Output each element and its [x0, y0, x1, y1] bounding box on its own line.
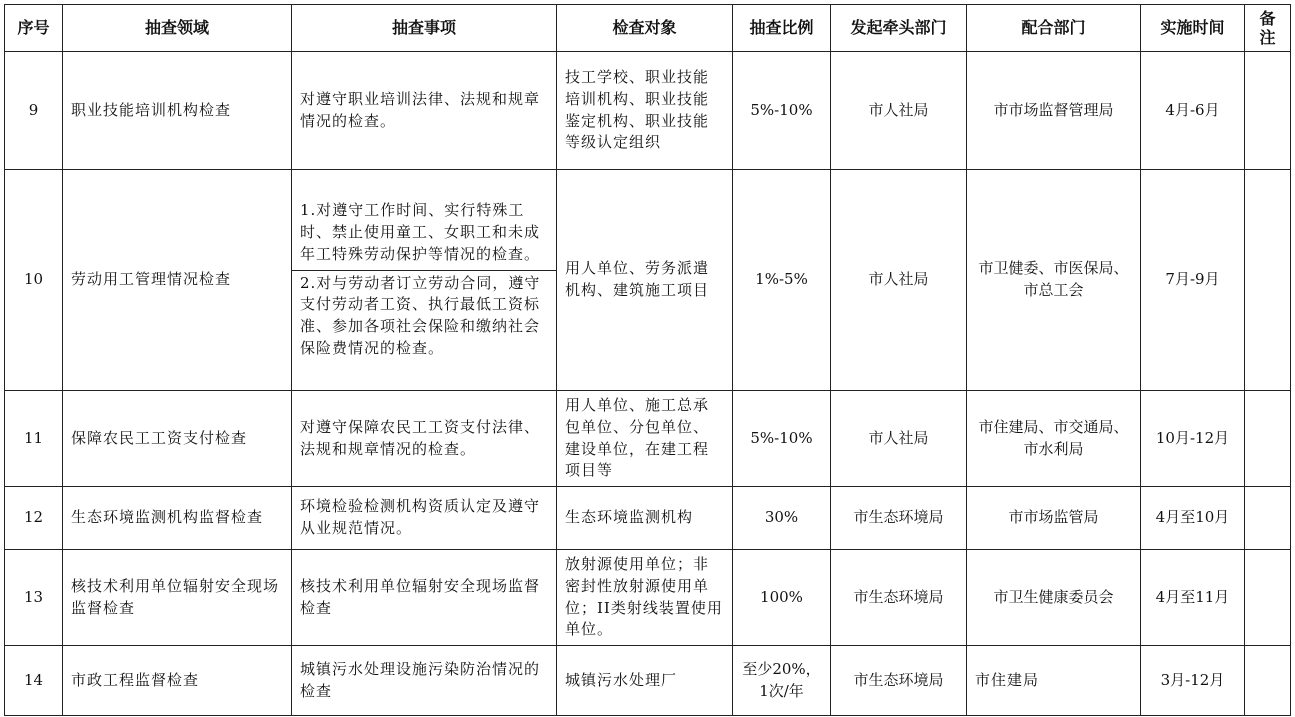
header-note: 备注 — [1245, 5, 1291, 52]
cell-note — [1245, 646, 1291, 716]
cell-no: 10 — [5, 170, 63, 391]
cell-field: 劳动用工管理情况检查 — [63, 170, 292, 391]
cell-lead: 市生态环境局 — [831, 550, 967, 646]
cell-coop: 市卫健委、市医保局、市总工会 — [967, 170, 1141, 391]
table-row — [5, 550, 1291, 646]
cell-note — [1245, 391, 1291, 487]
cell-coop: 市市场监管局 — [967, 487, 1141, 550]
cell-field: 生态环境监测机构监督检查 — [63, 487, 292, 550]
cell-time: 4月-6月 — [1141, 52, 1245, 170]
cell-item-part-2: 2.对与劳动者订立劳动合同，遵守支付劳动者工资、执行最低工资标准、参加各项社会保险和缴纳社会保险费情况的检查。 — [300, 273, 541, 357]
cell-item: 对遵守保障农民工工资支付法律、法规和规章情况的检查。 — [292, 391, 557, 487]
cell-note — [1245, 170, 1291, 391]
cell-note — [1245, 487, 1291, 550]
cell-object: 生态环境监测机构 — [557, 487, 733, 550]
cell-no: 12 — [5, 487, 63, 550]
cell-coop: 市住建局 — [967, 646, 1141, 716]
header-row — [5, 5, 1291, 52]
cell-field: 职业技能培训机构检查 — [63, 52, 292, 170]
cell-coop: 市市场监督管理局 — [967, 52, 1141, 170]
cell-ratio: 5%-10% — [733, 391, 831, 487]
cell-lead: 市生态环境局 — [831, 646, 967, 716]
cell-object: 城镇污水处理厂 — [557, 646, 733, 716]
inspection-table — [4, 4, 1291, 716]
cell-time: 3月-12月 — [1141, 646, 1245, 716]
header-ratio: 抽查比例 — [733, 5, 831, 52]
cell-coop: 市住建局、市交通局、市水利局 — [967, 391, 1141, 487]
header-object: 检查对象 — [557, 5, 733, 52]
cell-time: 4月至10月 — [1141, 487, 1245, 550]
cell-lead: 市生态环境局 — [831, 487, 967, 550]
header-lead: 发起牵头部门 — [831, 5, 967, 52]
cell-lead: 市人社局 — [831, 170, 967, 391]
header-coop: 配合部门 — [967, 5, 1141, 52]
header-field: 抽查领域 — [63, 5, 292, 52]
cell-note — [1245, 550, 1291, 646]
table-row — [5, 487, 1291, 550]
cell-object: 用人单位、劳务派遣机构、建筑施工项目 — [557, 170, 733, 391]
cell-item: 对遵守职业培训法律、法规和规章情况的检查。 — [292, 52, 557, 170]
cell-object: 用人单位、施工总承包单位、分包单位、建设单位，在建工程项目等 — [557, 391, 733, 487]
cell-no: 13 — [5, 550, 63, 646]
cell-item: 城镇污水处理设施污染防治情况的检查 — [292, 646, 557, 716]
cell-coop: 市卫生健康委员会 — [967, 550, 1141, 646]
cell-lead: 市人社局 — [831, 52, 967, 170]
cell-no: 14 — [5, 646, 63, 716]
table-row — [5, 170, 1291, 391]
cell-time: 10月-12月 — [1141, 391, 1245, 487]
table-row — [5, 391, 1291, 487]
table-row — [5, 52, 1291, 170]
header-time: 实施时间 — [1141, 5, 1245, 52]
header-item: 抽查事项 — [292, 5, 557, 52]
cell-ratio: 至少20%，1次/年 — [733, 646, 831, 716]
cell-no: 9 — [5, 52, 63, 170]
cell-ratio: 1%-5% — [733, 170, 831, 391]
cell-field: 保障农民工工资支付检查 — [63, 391, 292, 487]
cell-field: 市政工程监督检查 — [63, 646, 292, 716]
cell-item-part-1: 1.对遵守工作时间、实行特殊工时、禁止使用童工、女职工和未成年工特殊劳动保护等情况的检查。 — [292, 198, 556, 270]
header-no: 序号 — [5, 5, 63, 52]
cell-ratio: 100% — [733, 550, 831, 646]
cell-ratio: 30% — [733, 487, 831, 550]
cell-field: 核技术利用单位辐射安全现场监督检查 — [63, 550, 292, 646]
cell-time: 7月-9月 — [1141, 170, 1245, 391]
cell-item: 核技术利用单位辐射安全现场监督检查 — [292, 550, 557, 646]
cell-object: 放射源使用单位；非密封性放射源使用单位；II类射线装置使用单位。 — [557, 550, 733, 646]
cell-ratio: 5%-10% — [733, 52, 831, 170]
cell-time: 4月至11月 — [1141, 550, 1245, 646]
table-row — [5, 646, 1291, 716]
cell-object: 技工学校、职业技能培训机构、职业技能鉴定机构、职业技能等级认定组织 — [557, 52, 733, 170]
cell-no: 11 — [5, 391, 63, 487]
cell-item-split — [292, 170, 557, 391]
cell-lead: 市人社局 — [831, 391, 967, 487]
cell-note — [1245, 52, 1291, 170]
cell-item: 环境检验检测机构资质认定及遵守从业规范情况。 — [292, 487, 557, 550]
